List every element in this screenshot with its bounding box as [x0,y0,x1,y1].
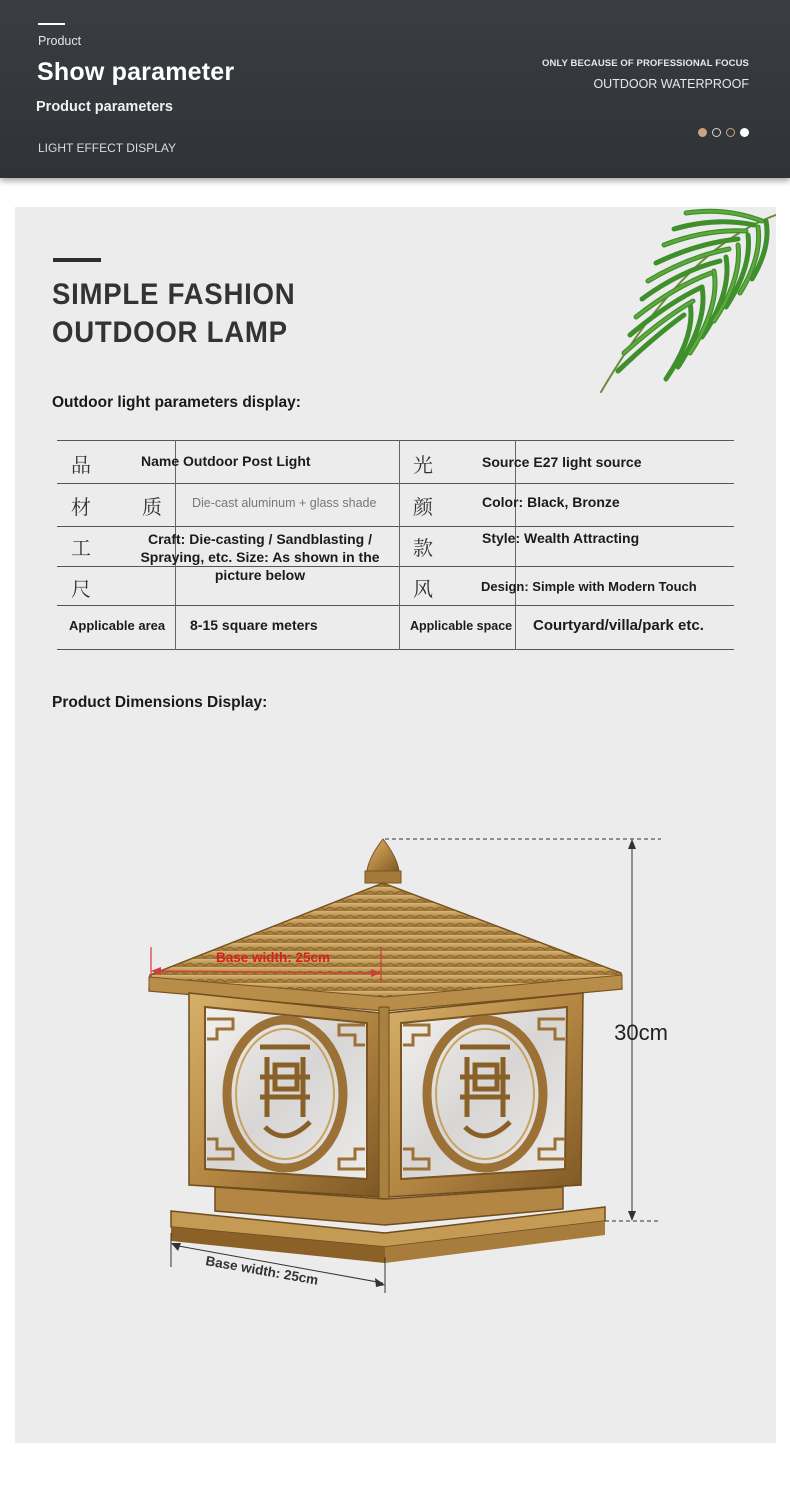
param-glyph: 工 [71,538,91,560]
param-space-value: Courtyard/villa/park etc. [533,617,704,634]
dim-top-width-label: Base width: 25cm [216,950,331,965]
param-color-value: Color: Black, Bronze [482,494,620,510]
banner-focus-text: ONLY BECAUSE OF PROFESSIONAL FOCUS [542,58,749,69]
param-style-value: Style: Wealth Attracting [482,530,640,546]
params-label: Outdoor light parameters display: [52,394,301,411]
param-source-value: Source E27 light source [482,454,642,470]
content-panel [15,207,776,1443]
dim-base-width-label: Base width: 25cm [204,1253,320,1288]
heading-line-1: SIMPLE FASHION [52,278,296,311]
slide-dot-4[interactable] [740,128,749,137]
dim-height-label: 30cm [614,1020,668,1045]
lamp-illustration [15,207,776,1443]
banner-kicker: Product [38,34,82,48]
header-banner [0,0,790,178]
dims-label: Product Dimensions Display: [52,694,268,711]
param-glyph: 款 [413,538,433,560]
param-area-value: 8-15 square meters [190,617,318,633]
banner-effect-text: LIGHT EFFECT DISPLAY [38,141,177,155]
param-area-label: Applicable area [69,618,166,633]
slide-indicator [698,128,749,137]
param-design-value: Design: Simple with Modern Touch [481,579,697,594]
param-glyph: 光 [413,455,433,477]
param-material-value: Die-cast aluminum + glass shade [192,496,377,510]
param-glyph: 材 [71,497,91,519]
slide-dot-1[interactable] [698,128,707,137]
param-space-label: Applicable space [410,619,513,633]
param-name-value: Name Outdoor Post Light [141,453,311,469]
param-glyph: 尺 [71,579,91,601]
param-glyph: 品 [71,455,91,477]
kicker-dash [38,23,65,25]
slide-dot-2[interactable] [712,128,721,137]
slide-dot-3[interactable] [726,128,735,137]
param-glyph: 颜 [413,497,433,519]
param-glyph: 风 [413,579,433,601]
param-craft-value: Craft: Die-casting / Sandblasting / Spraying, etc. Size: As shown in the picture below [140,531,380,583]
banner-subtitle: Product parameters [36,99,173,115]
banner-waterproof-text: OUTDOOR WATERPROOF [593,77,749,91]
param-glyph: 质 [142,497,162,519]
heading-line-2: OUTDOOR LAMP [52,316,288,349]
banner-title: Show parameter [37,58,235,86]
lamp-finial [367,839,399,871]
